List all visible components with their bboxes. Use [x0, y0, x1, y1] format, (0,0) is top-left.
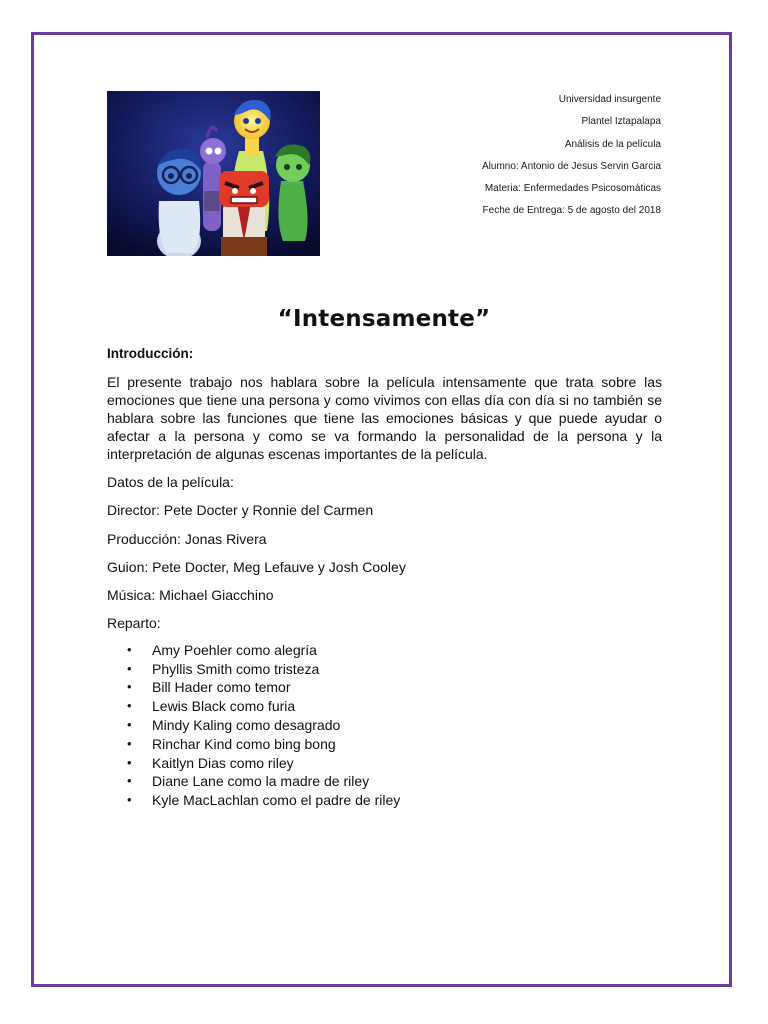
cast-item: • Lewis Black como furia: [127, 697, 662, 716]
movie-data-label: Datos de la película:: [107, 474, 234, 490]
movie-screenplay: Guion: Pete Docter, Meg Lefauve y Josh Cooley: [107, 558, 406, 575]
cast-item: • Mindy Kaling como desagrado: [127, 716, 662, 735]
header-campus: Plantel Iztapalapa: [581, 116, 661, 128]
intro-heading: Introducción:: [107, 346, 194, 361]
movie-poster-image: [107, 91, 320, 256]
movie-director: Director: Pete Docter y Ronnie del Carmen: [107, 502, 374, 519]
header-university: Universidad insurgente: [558, 94, 661, 105]
cast-item: • Bill Hader como temor: [127, 678, 662, 697]
header-student: Alumno: Antonio de Jesus Servin Garcia: [482, 160, 661, 172]
cast-item: • Diane Lane como la madre de riley: [127, 772, 662, 791]
cast-item: • Kaitlyn Dias como riley: [127, 754, 662, 773]
header-assignment: Análisis de la película: [564, 138, 661, 150]
intro-paragraph: El presente trabajo nos hablara sobre la película intensamente que trata sobre las emociones que tiene una persona y como vivimos con ellas día con día si no también se hablara sobre las funciones que tiene las emociones básicas y que puede ayudar o afectar a la persona y como se va formando la personalidad de la persona y la interpretación de algunas escenas importantes de la película.: [107, 374, 662, 462]
disgust-figure: [275, 145, 310, 241]
header-due-date: Feche de Entrega: 5 de agosto del 2018: [482, 205, 661, 217]
anger-figure: [219, 171, 269, 256]
header-subject: Materia: Enfermedades Psicosomáticas: [484, 183, 661, 195]
document-title: “Intensamente”: [277, 306, 491, 332]
cast-list: [107, 641, 662, 810]
cast-item: • Rinchar Kind como bing bong: [127, 735, 662, 754]
movie-production: Producción: Jonas Rivera: [107, 530, 267, 547]
movie-music: Música: Michael Giacchino: [107, 587, 274, 604]
document-body: [107, 345, 662, 810]
cast-item: • Phyllis Smith como tristeza: [127, 660, 662, 679]
document-header: [341, 89, 661, 223]
sadness-figure: [157, 149, 201, 256]
movie-cast-label: Reparto:: [107, 615, 161, 632]
cast-item: • Kyle MacLachlan como el padre de riley: [127, 791, 662, 810]
cast-item: • Amy Poehler como alegría: [127, 641, 662, 660]
